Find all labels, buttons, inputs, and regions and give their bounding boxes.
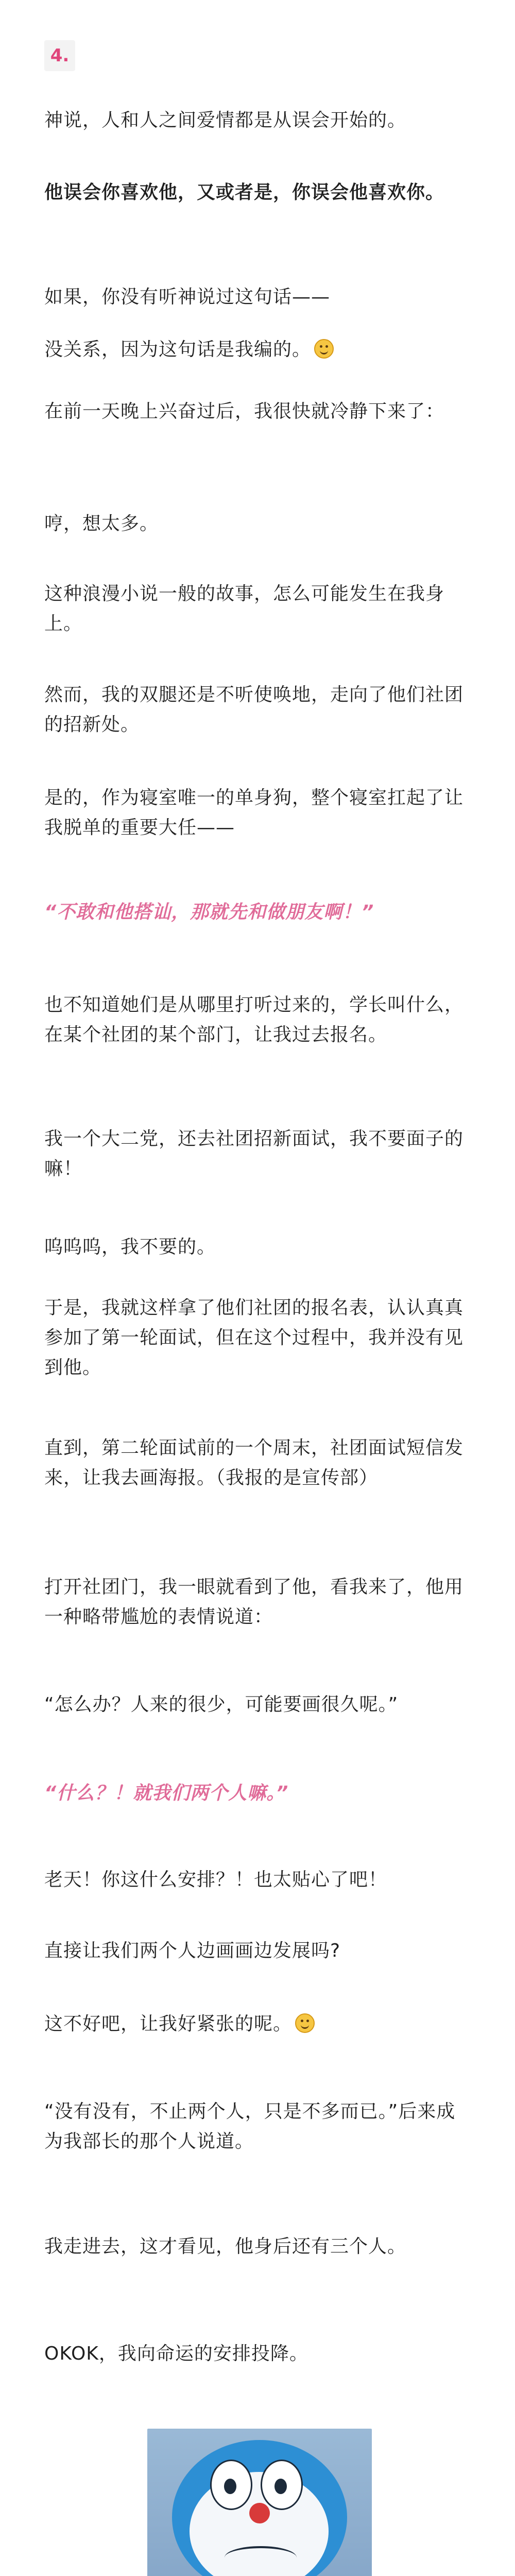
paragraph — [44, 2232, 472, 2262]
paragraph-text: 直到，第二轮面试前的一个周末，社团面试短信发来，让我去画海报。（我报的是宣传部） — [44, 1437, 464, 1488]
smile-emoji-icon — [314, 339, 334, 359]
highlight-quote — [44, 897, 472, 927]
paragraph-text: 然而，我的双腿还是不听使唤地，走向了他们社团的招新处。 — [44, 684, 464, 735]
paragraph — [44, 1572, 472, 1632]
paragraph — [44, 106, 472, 135]
section-number-badge: 4. — [44, 40, 75, 71]
paragraph — [44, 1124, 472, 1184]
paragraph — [44, 783, 472, 843]
paragraph — [44, 680, 472, 740]
paragraph-text: OKOK，我向命运的安排投降。 — [44, 2343, 308, 2364]
paragraph — [44, 282, 472, 312]
meme-sticker-image — [147, 2429, 372, 2576]
paragraph-text: 是的，作为寝室唯一的单身狗，整个寝室扛起了让我脱单的重要大任—— — [44, 787, 464, 838]
paragraph — [44, 178, 472, 208]
paragraph — [44, 2097, 472, 2157]
right-eye-icon — [261, 2460, 303, 2510]
paragraph-text: “怎么办？人来的很少，可能要画很久呢。” — [44, 1694, 399, 1715]
paragraph-text: 他误会你喜欢他，又或者是，你误会他喜欢你。 — [44, 182, 445, 203]
mouth-icon — [225, 2546, 297, 2569]
paragraph-text: 我一个大二党，还去社团招新面试，我不要面子的嘛！ — [44, 1128, 464, 1179]
paragraph — [44, 1865, 472, 1895]
paragraph — [44, 397, 472, 427]
quote-text: “不敢和他搭讪，那就先和做朋友啊！” — [44, 902, 374, 923]
paragraph-text: 也不知道她们是从哪里打听过来的，学长叫什么，在某个社团的某个部门，让我过去报名。 — [44, 994, 464, 1045]
nose-icon — [249, 2503, 270, 2523]
paragraph-text: “没有没有，不止两个人，只是不多而已。”后来成为我部长的那个人说道。 — [44, 2101, 456, 2152]
paragraph-text: 哼，想太多。 — [44, 513, 159, 534]
paragraph — [44, 1293, 472, 1383]
paragraph — [44, 1433, 472, 1493]
paragraph-text: 在前一天晚上兴奋过后，我很快就冷静下来了： — [44, 401, 445, 422]
paragraph — [44, 2339, 472, 2369]
paragraph — [44, 1232, 472, 1262]
paragraph — [44, 509, 472, 539]
paragraph — [44, 1690, 472, 1720]
left-eye-icon — [210, 2460, 252, 2510]
paragraph — [44, 579, 472, 639]
paragraph-text: 我走进去，这才看见，他身后还有三个人。 — [44, 2236, 407, 2257]
quote-text: “什么？！就我们两个人嘛。” — [44, 1783, 289, 1804]
paragraph-text: 这不好吧，让我好紧张的呢。 — [44, 2013, 293, 2035]
paragraph-text: 于是，我就这样拿了他们社团的报名表，认认真真参加了第一轮面试，但在这个过程中，我并没有见到他。 — [44, 1297, 464, 1378]
smile-emoji-icon — [295, 2013, 315, 2033]
paragraph — [44, 1936, 472, 1966]
paragraph-text: 打开社团门，我一眼就看到了他，看我来了，他用一种略带尴尬的表情说道： — [44, 1577, 464, 1628]
paragraph-text: 没关系，因为这句话是我编的。 — [44, 339, 312, 360]
highlight-quote — [44, 1778, 472, 1808]
paragraph-text: 这种浪漫小说一般的故事，怎么可能发生在我身上。 — [44, 583, 445, 634]
paragraph-text: 呜呜呜，我不要的。 — [44, 1236, 216, 1258]
paragraph-text: 老天！你这什么安排？！也太贴心了吧！ — [44, 1869, 388, 1890]
paragraph-text: 如果，你没有听神说过这句话—— — [44, 286, 331, 308]
paragraph — [44, 2009, 472, 2039]
paragraph-text: 直接让我们两个人边画画边发展吗? — [44, 1940, 341, 1961]
paragraph-text: 神说，人和人之间爱情都是从误会开始的。 — [44, 110, 407, 131]
paragraph — [44, 990, 472, 1050]
paragraph — [44, 335, 472, 365]
